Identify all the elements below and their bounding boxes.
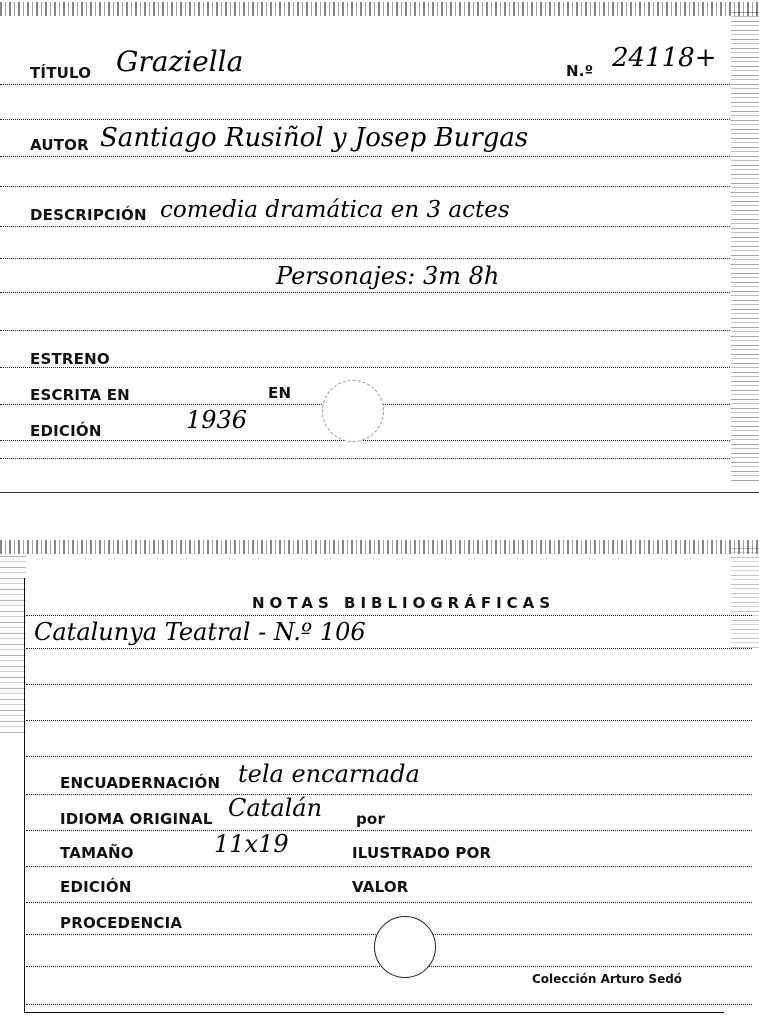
descripcion-label: DESCRIPCIÓN xyxy=(30,206,147,224)
scan-edge-right xyxy=(731,12,759,482)
card-left-edge xyxy=(24,578,25,1012)
titulo-value: Graziella xyxy=(116,45,244,78)
scan-noise-top xyxy=(0,2,759,16)
escrita-en-label: ESCRITA EN xyxy=(30,386,130,404)
edicion-label: EDICIÓN xyxy=(30,422,102,440)
valor-label: VALOR xyxy=(352,878,409,896)
encuadernacion-label: ENCUADERNACIÓN xyxy=(60,774,221,792)
idioma-original-value: Catalán xyxy=(228,794,323,822)
card-bottom-edge xyxy=(24,1012,724,1013)
numero-label: N.º xyxy=(566,62,594,80)
tamano-label: TAMAÑO xyxy=(60,844,134,862)
titulo-label: TÍTULO xyxy=(30,64,92,82)
scan-edge-left xyxy=(0,556,26,736)
punch-hole xyxy=(374,916,436,978)
ilustrado-por-label: ILUSTRADO POR xyxy=(352,844,492,862)
collection-stamp: Colección Arturo Sedó xyxy=(532,972,683,986)
scan-edge-right xyxy=(731,548,759,648)
notas-heading: NOTAS BIBLIOGRÁFICAS xyxy=(252,594,556,612)
idioma-original-label: IDIOMA ORIGINAL xyxy=(60,810,213,828)
edicion-label: EDICIÓN xyxy=(60,878,132,896)
tamano-value: 11x19 xyxy=(214,830,289,858)
autor-value: Santiago Rusiñol y Josep Burgas xyxy=(100,123,529,153)
procedencia-label: PROCEDENCIA xyxy=(60,914,183,932)
por-label: por xyxy=(356,810,386,828)
scan-noise-top xyxy=(0,540,759,554)
card-bottom-edge xyxy=(0,492,759,493)
estreno-label: ESTRENO xyxy=(30,350,110,368)
punch-hole xyxy=(322,380,384,442)
autor-label: AUTOR xyxy=(30,136,89,154)
nota-text: Catalunya Teatral - N.º 106 xyxy=(34,618,366,646)
personajes-note: Personajes: 3m 8h xyxy=(276,262,500,290)
escrita-en-en-label: EN xyxy=(268,384,292,402)
back-card xyxy=(0,536,759,1028)
encuadernacion-value: tela encarnada xyxy=(238,760,420,788)
front-card xyxy=(0,0,759,492)
numero-value: 24118+ xyxy=(612,43,717,73)
descripcion-value: comedia dramática en 3 actes xyxy=(160,197,510,223)
edicion-value: 1936 xyxy=(186,406,248,434)
